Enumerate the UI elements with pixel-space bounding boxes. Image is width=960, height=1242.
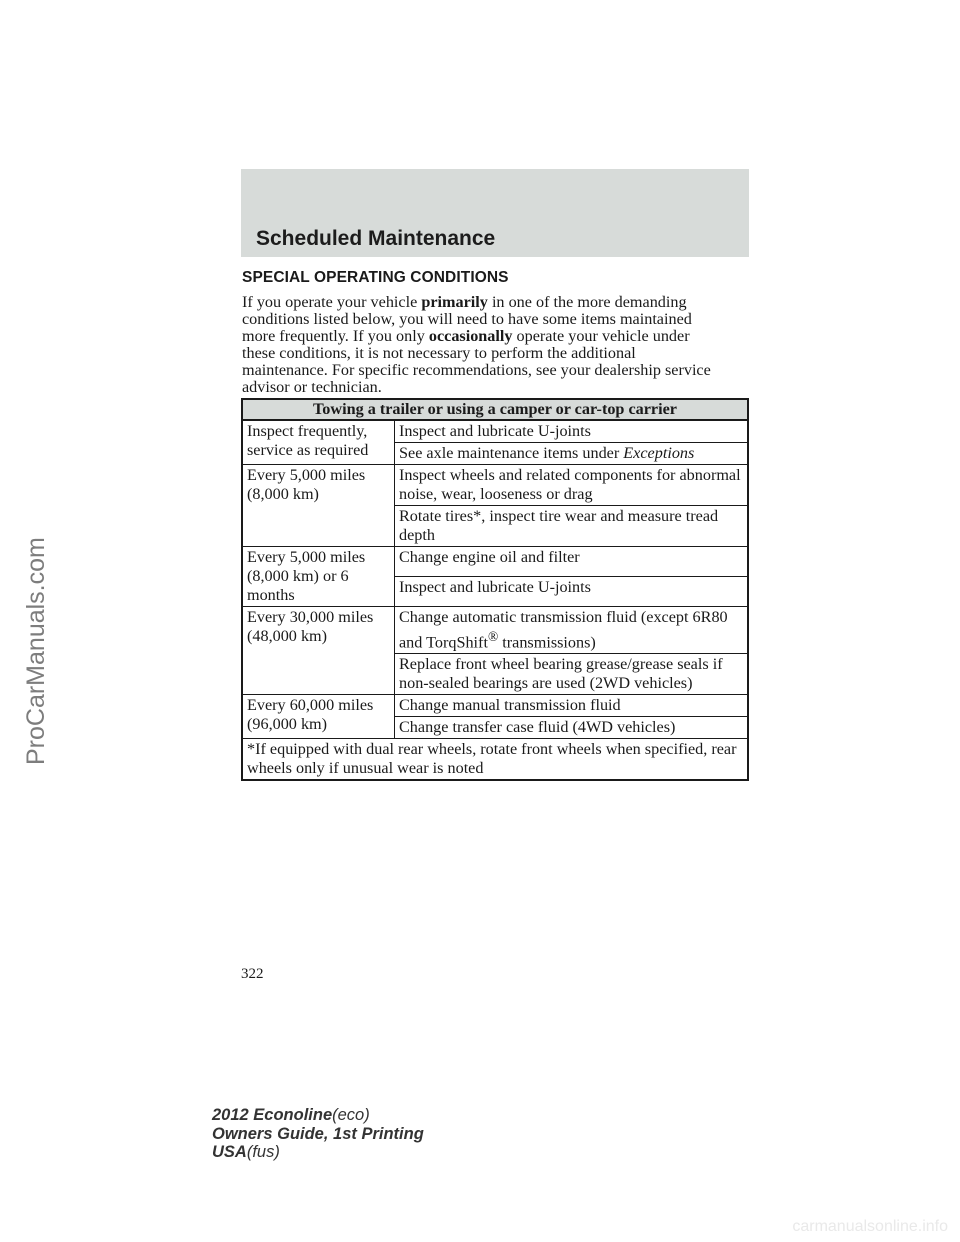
page-number: 322 bbox=[241, 966, 264, 982]
exceptions-reference: Exceptions bbox=[623, 444, 695, 462]
footer-model: 2012 Econoline bbox=[212, 1106, 333, 1124]
intro-text: operate your vehicle under bbox=[516, 327, 690, 345]
maintenance-item: Inspect wheels and related components for abnormal noise, wear, looseness or drag bbox=[395, 465, 749, 506]
registered-mark-icon: ® bbox=[487, 629, 499, 644]
schedule-cell: Every 5,000 miles (8,000 km) or 6 months bbox=[242, 547, 395, 607]
intro-text: conditions listed below, you will need to have some items maintained bbox=[242, 310, 692, 328]
footer-edition: Owners Guide, 1st Printing bbox=[212, 1124, 424, 1143]
table-title-row bbox=[242, 399, 748, 420]
schedule-cell: Every 5,000 miles (8,000 km) bbox=[242, 465, 395, 547]
document-footer bbox=[212, 1106, 424, 1162]
section-heading: SPECIAL OPERATING CONDITIONS bbox=[242, 269, 509, 286]
table-title: Towing a trailer or using a camper or car-top carrier bbox=[242, 399, 748, 420]
maintenance-item bbox=[395, 443, 749, 465]
table-row bbox=[242, 607, 748, 654]
schedule-cell: Every 30,000 miles (48,000 km) bbox=[242, 607, 395, 695]
table-footnote-row bbox=[242, 739, 748, 781]
schedule-cell: Inspect frequently, service as required bbox=[242, 420, 395, 465]
intro-text: If you operate your vehicle bbox=[242, 293, 418, 311]
maintenance-item: Inspect and lubricate U-joints bbox=[395, 577, 749, 607]
footer-market-code: (fus) bbox=[246, 1143, 280, 1161]
towing-maintenance-table bbox=[241, 398, 749, 781]
emphasis-occasionally: occasionally bbox=[428, 327, 513, 345]
maintenance-item-text: transmissions) bbox=[502, 633, 596, 652]
maintenance-item bbox=[395, 607, 749, 654]
intro-text: advisor or technician. bbox=[242, 378, 382, 396]
maintenance-item: Rotate tires*, inspect tire wear and measure tread depth bbox=[395, 506, 749, 547]
maintenance-item: Change engine oil and filter bbox=[395, 547, 749, 577]
intro-text: these conditions, it is not necessary to perform the additional bbox=[242, 344, 636, 362]
site-watermark: carmanualsonline.info bbox=[792, 1218, 948, 1235]
intro-text: in one of the more demanding bbox=[491, 293, 687, 311]
maintenance-item-text: See axle maintenance items under bbox=[399, 444, 620, 462]
maintenance-item-text: Change automatic transmission fluid (except 6R80 and TorqShift bbox=[399, 608, 728, 652]
maintenance-item: Replace front wheel bearing grease/grease seals if non-sealed bearings are used (2WD vehicles) bbox=[395, 654, 749, 695]
table-row bbox=[242, 695, 748, 717]
emphasis-primarily: primarily bbox=[421, 293, 488, 311]
footer-market: USA bbox=[212, 1143, 247, 1161]
section-header-band bbox=[241, 169, 749, 257]
schedule-cell: Every 60,000 miles (96,000 km) bbox=[242, 695, 395, 739]
table-footnote: *If equipped with dual rear wheels, rotate front wheels when specified, rear wheels only if unusual wear is noted bbox=[242, 739, 748, 781]
intro-paragraph bbox=[242, 294, 754, 396]
page-title: Scheduled Maintenance bbox=[256, 227, 496, 250]
maintenance-item: Change transfer case fluid (4WD vehicles) bbox=[395, 717, 749, 739]
table-row bbox=[242, 465, 748, 506]
watermark-text: ProCarManuals.com bbox=[22, 537, 50, 765]
table-row bbox=[242, 420, 748, 443]
intro-text: maintenance. For specific recommendations, see your dealership service bbox=[242, 361, 711, 379]
footer-model-code: (eco) bbox=[332, 1106, 370, 1124]
maintenance-item: Inspect and lubricate U-joints bbox=[395, 420, 749, 443]
table-row bbox=[242, 547, 748, 577]
intro-text: more frequently. If you only bbox=[242, 327, 425, 345]
maintenance-item: Change manual transmission fluid bbox=[395, 695, 749, 717]
